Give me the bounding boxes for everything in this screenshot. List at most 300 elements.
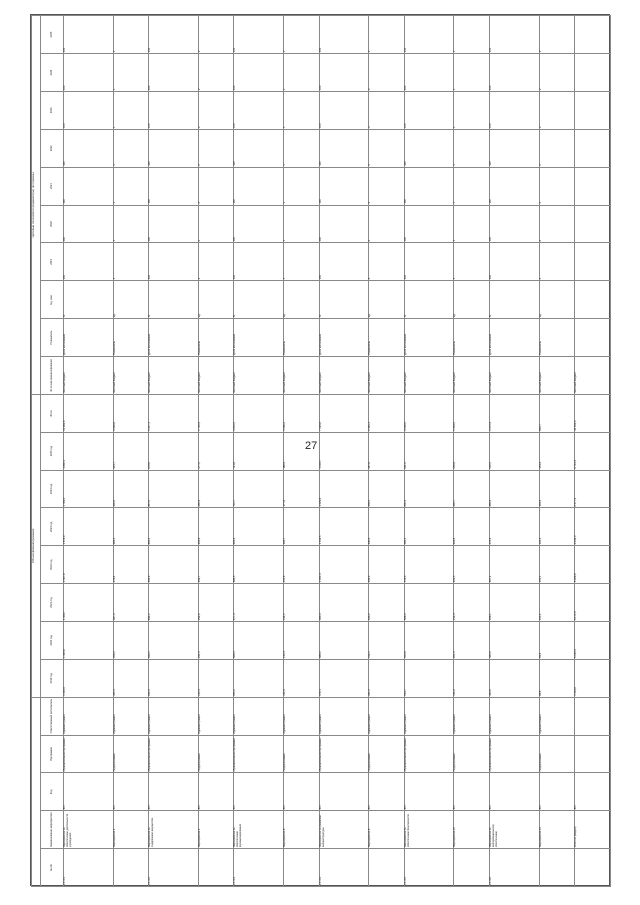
- indicator-cell: 2: [539, 205, 575, 243]
- row-unit: %: [404, 281, 454, 319]
- column-header: 2025 год: [41, 432, 64, 470]
- finance-cell: 1 001,4: [319, 546, 369, 584]
- column-header: 2021 год: [41, 584, 64, 622]
- finance-cell: 1 890,1: [64, 432, 114, 470]
- column-header: 2020: [41, 205, 64, 243]
- group-header-row: [32, 16, 41, 887]
- finance-cell: 856,4: [149, 508, 199, 546]
- table-row: [64, 16, 114, 887]
- finance-cell: 2 628,8: [113, 394, 149, 432]
- table-row: [404, 16, 454, 887]
- indicator-cell: 1: [454, 129, 490, 167]
- group-header-indicators: Целевые показатели (индикаторы) программы: [32, 16, 41, 395]
- row-executor: Администрация: [234, 697, 284, 735]
- indicator-cell: 100: [234, 205, 284, 243]
- row-program: Муниципальная программа: [64, 735, 114, 773]
- indicator-cell: 100: [404, 16, 454, 54]
- finance-cell: 710,7: [234, 470, 284, 508]
- finance-cell: 6 171,6: [575, 584, 611, 622]
- indicator-cell: 100: [149, 129, 199, 167]
- column-header: 2019: [41, 243, 64, 281]
- finance-cell: 812,0: [149, 659, 199, 697]
- indicator-cell: 1: [113, 91, 149, 129]
- row-name: Мероприятие по обеспечению деятельности учреждения: [64, 811, 114, 849]
- indicator-cell: 100: [149, 91, 199, 129]
- table-row: [149, 16, 199, 887]
- indicator-cell: 2: [539, 91, 575, 129]
- indicator-cell: 100: [490, 205, 540, 243]
- finance-cell: 666,3: [234, 621, 284, 659]
- finance-cell: 1 023,6: [319, 470, 369, 508]
- row-unit: ед.: [369, 281, 405, 319]
- table-row: [234, 16, 284, 887]
- indicator-cell: 1: [454, 243, 490, 281]
- finance-cell: 611,3: [404, 432, 454, 470]
- finance-cell: 677,4: [234, 584, 284, 622]
- row-source: Местный бюджет: [234, 356, 284, 394]
- row-unit: ед.: [539, 281, 575, 319]
- indicator-cell: 3: [369, 243, 405, 281]
- indicator-cell: 2: [539, 129, 575, 167]
- finance-cell: 823,1: [149, 621, 199, 659]
- indicator-cell: 100: [490, 16, 540, 54]
- indicator-cell: 2: [539, 54, 575, 92]
- indicator-cell: 100: [234, 129, 284, 167]
- finance-cell: 132,2: [539, 508, 575, 546]
- column-header: 2023: [41, 91, 64, 129]
- finance-cell: 555,8: [404, 621, 454, 659]
- finance-cell: 6 712,4: [575, 432, 611, 470]
- indicator-cell: 100: [234, 16, 284, 54]
- row-unit: [575, 281, 611, 319]
- row-name: Мероприятие по обеспечению функционирования: [234, 811, 284, 849]
- column-header: 2020 год: [41, 621, 64, 659]
- finance-cell: 467,2: [490, 546, 540, 584]
- column-header: Наименование мероприятия: [41, 811, 64, 849]
- indicator-cell: 1: [284, 54, 320, 92]
- group-header-blank: [32, 697, 41, 886]
- row-name: Мероприятие 2: [113, 811, 149, 849]
- indicator-cell: 3: [369, 54, 405, 92]
- indicator-cell: 100: [149, 16, 199, 54]
- indicator-cell: 100: [404, 205, 454, 243]
- finance-cell: 10 962,6: [64, 394, 114, 432]
- page-number: 27: [305, 440, 318, 452]
- table-row: [490, 16, 540, 887]
- row-code: 807: [64, 773, 114, 811]
- finance-cell: 478,3: [490, 508, 540, 546]
- indicator-cell: 100: [149, 54, 199, 92]
- finance-cell: 5 904,0: [575, 659, 611, 697]
- indicator-cell: 100: [64, 54, 114, 92]
- row-name: Мероприятие по развитию инфраструктуры: [319, 811, 369, 849]
- row-name: Мероприятие 8: [369, 811, 405, 849]
- row-executor: Администрация: [64, 697, 114, 735]
- indicator-cell: 1: [454, 167, 490, 205]
- finance-cell: 4 046,0: [404, 394, 454, 432]
- column-header: Ответственный исполнитель: [41, 697, 64, 735]
- row-unit: ед.: [454, 281, 490, 319]
- column-header: 2025: [41, 16, 64, 54]
- indicator-cell: 100: [64, 91, 114, 129]
- finance-cell: 166,7: [284, 508, 320, 546]
- column-header: 2021: [41, 167, 64, 205]
- finance-cell: 990,3: [319, 584, 369, 622]
- row-source: Местный бюджет: [284, 356, 320, 394]
- indicator-cell: 100: [404, 54, 454, 92]
- finance-cell: 1 705,9: [198, 394, 234, 432]
- finance-cell: 144,5: [284, 584, 320, 622]
- finance-cell: 489,4: [490, 470, 540, 508]
- row-program: Подпрограмма: [284, 735, 320, 773]
- row-unit: %: [234, 281, 284, 319]
- finance-cell: 389,5: [113, 508, 149, 546]
- column-header: 2023 год: [41, 508, 64, 546]
- indicator-cell: 100: [319, 129, 369, 167]
- finance-cell: 143,3: [539, 470, 575, 508]
- group-header-financing: Объем финансирования: [32, 394, 41, 697]
- indicator-cell: 1: [284, 243, 320, 281]
- table-row: [539, 16, 575, 887]
- row-unit: ед.: [113, 281, 149, 319]
- column-header: Программа: [41, 735, 64, 773]
- row-name: Мероприятие по содержанию имущества: [149, 811, 199, 849]
- finance-cell: 312,1: [369, 621, 405, 659]
- finance-cell: 6 306,8: [575, 546, 611, 584]
- indicator-cell: 100: [404, 91, 454, 129]
- finance-cell: 44 163,4: [575, 394, 611, 432]
- finance-cell: 849,7: [539, 394, 575, 432]
- row-program: Муниципальная программа: [404, 735, 454, 773]
- row-code: 807: [149, 773, 199, 811]
- indicator-cell: 100: [319, 205, 369, 243]
- row-unit: %: [64, 281, 114, 319]
- table-row: [319, 16, 369, 887]
- row-program: Муниципальная программа: [490, 735, 540, 773]
- row-program: Муниципальная программа: [234, 735, 284, 773]
- indicator-cell: 2: [539, 243, 575, 281]
- finance-cell: 234,6: [454, 508, 490, 546]
- row-program: Подпрограмма: [198, 735, 234, 773]
- row-code: 807: [490, 773, 540, 811]
- indicator-cell: 3: [369, 167, 405, 205]
- indicator-cell: 2: [198, 16, 234, 54]
- row-name: Мероприятие 10: [454, 811, 490, 849]
- indicator-cell: 100: [234, 54, 284, 92]
- finance-cell: 277,0: [198, 432, 234, 470]
- finance-cell: 323,2: [369, 584, 405, 622]
- finance-cell: 978,1: [319, 659, 369, 697]
- indicator-cell: [575, 167, 611, 205]
- indicator-cell: 3: [369, 205, 405, 243]
- row-name: Мероприятие 4: [198, 811, 234, 849]
- indicator-cell: 100: [64, 16, 114, 54]
- row-indicator: Показатель: [113, 319, 149, 357]
- indicator-cell: 100: [149, 167, 199, 205]
- finance-cell: 221,5: [198, 621, 234, 659]
- column-header: № п/п: [41, 849, 64, 887]
- finance-cell: 223,5: [454, 546, 490, 584]
- row-number: 1.1.4.2: [149, 849, 199, 887]
- finance-cell: 845,3: [149, 546, 199, 584]
- column-header: Ед. изм.: [41, 281, 64, 319]
- row-indicator: Доля исполнения: [490, 319, 540, 357]
- indicator-cell: 100: [319, 16, 369, 54]
- indicator-cell: 100: [490, 129, 540, 167]
- column-header: Итого: [41, 394, 64, 432]
- indicator-cell: 2: [198, 205, 234, 243]
- finance-cell: 1 678,9: [64, 508, 114, 546]
- finance-cell: 500,5: [490, 432, 540, 470]
- finance-cell: 566,9: [404, 584, 454, 622]
- row-source: Местный бюджет: [64, 356, 114, 394]
- finance-cell: 378,4: [113, 546, 149, 584]
- table-row: [369, 16, 405, 887]
- row-name: Итого по разделу: [575, 811, 611, 849]
- indicator-cell: 1: [113, 167, 149, 205]
- finance-cell: 133,4: [284, 621, 320, 659]
- indicator-cell: 100: [490, 91, 540, 129]
- finance-cell: 356,5: [369, 470, 405, 508]
- finance-cell: 155,6: [284, 546, 320, 584]
- indicator-cell: 1: [284, 129, 320, 167]
- row-indicator: Доля исполнения: [404, 319, 454, 357]
- indicator-cell: 100: [234, 243, 284, 281]
- finance-cell: 212,4: [454, 584, 490, 622]
- row-source: Местный бюджет: [149, 356, 199, 394]
- indicator-cell: 2: [198, 91, 234, 129]
- indicator-cell: 3: [369, 16, 405, 54]
- row-source: Местный бюджет: [539, 356, 575, 394]
- finance-cell: 834,2: [149, 584, 199, 622]
- finance-cell: 878,6: [149, 432, 199, 470]
- row-program: Подпрограмма: [113, 735, 149, 773]
- row-program: Муниципальная программа: [319, 735, 369, 773]
- finance-cell: 177,8: [284, 470, 320, 508]
- row-source: Местный бюджет: [198, 356, 234, 394]
- indicator-cell: 100: [64, 129, 114, 167]
- row-number: [539, 849, 575, 887]
- row-source: Местный бюджет: [404, 356, 454, 394]
- indicator-cell: [575, 205, 611, 243]
- row-indicator: Доля исполнения: [319, 319, 369, 357]
- row-code: 807: [404, 773, 454, 811]
- finance-cell: 4 819,5: [234, 394, 284, 432]
- indicator-cell: 1: [284, 91, 320, 129]
- finance-cell: 456,1: [490, 584, 540, 622]
- finance-cell: 6 577,2: [575, 470, 611, 508]
- row-executor: Администрация: [198, 697, 234, 735]
- table-row: [284, 16, 320, 887]
- row-indicator: Показатель: [454, 319, 490, 357]
- row-code: 807: [454, 773, 490, 811]
- row-code: 807: [234, 773, 284, 811]
- column-header: 2022 год: [41, 546, 64, 584]
- indicator-cell: [575, 91, 611, 129]
- indicator-cell: 1: [454, 16, 490, 54]
- row-executor: Администрация: [369, 697, 405, 735]
- indicator-cell: 2: [198, 167, 234, 205]
- finance-cell: 6 442,0: [575, 508, 611, 546]
- row-name: Мероприятие по информационному обеспечению: [490, 811, 540, 849]
- row-executor: Администрация: [404, 697, 454, 735]
- row-name: Мероприятие 6: [284, 811, 320, 849]
- finance-cell: 256,8: [454, 432, 490, 470]
- finance-cell: 5 917,1: [149, 394, 199, 432]
- row-program: [575, 735, 611, 773]
- finance-cell: 122,3: [284, 659, 320, 697]
- row-number: [284, 849, 320, 887]
- row-unit: %: [149, 281, 199, 319]
- finance-cell: 1 567,8: [64, 546, 114, 584]
- row-code: 807: [319, 773, 369, 811]
- table-row: [454, 16, 490, 887]
- row-code: 807: [575, 773, 611, 811]
- row-number: 1.1.4.1: [64, 849, 114, 887]
- row-code: 807: [539, 773, 575, 811]
- row-program: Подпрограмма: [369, 735, 405, 773]
- indicator-cell: 2: [198, 129, 234, 167]
- finance-cell: 721,8: [234, 432, 284, 470]
- indicator-cell: 100: [490, 243, 540, 281]
- finance-cell: 445,0: [490, 621, 540, 659]
- indicator-cell: 1: [113, 129, 149, 167]
- row-indicator: Доля исполнения: [64, 319, 114, 357]
- row-executor: Администрация: [319, 697, 369, 735]
- row-program: Подпрограмма: [454, 735, 490, 773]
- finance-cell: 356,2: [113, 621, 149, 659]
- row-executor: Администрация: [539, 697, 575, 735]
- indicator-cell: 100: [234, 91, 284, 129]
- indicator-cell: 1: [454, 91, 490, 129]
- indicator-cell: 100: [64, 167, 114, 205]
- row-number: [454, 849, 490, 887]
- row-source: Местный бюджет: [319, 356, 369, 394]
- program-table: [31, 15, 611, 887]
- row-number: 1.1.4.3: [234, 849, 284, 887]
- row-source: Местный бюджет: [454, 356, 490, 394]
- indicator-cell: 3: [369, 91, 405, 129]
- indicator-cell: [575, 129, 611, 167]
- finance-cell: 154,4: [539, 432, 575, 470]
- finance-cell: 367,3: [113, 584, 149, 622]
- finance-cell: 3 270,4: [490, 394, 540, 432]
- table-body: [64, 16, 611, 887]
- indicator-cell: [575, 16, 611, 54]
- row-number: 1.1.4.6: [490, 849, 540, 887]
- row-number: [198, 849, 234, 887]
- indicator-cell: 100: [319, 243, 369, 281]
- finance-cell: 699,6: [234, 508, 284, 546]
- column-header: 2024 год: [41, 470, 64, 508]
- row-source: Местный бюджет: [575, 356, 611, 394]
- finance-cell: 401,7: [113, 432, 149, 470]
- indicator-cell: 2: [539, 167, 575, 205]
- row-number: 1.1.4.5: [404, 849, 454, 887]
- row-unit: %: [319, 281, 369, 319]
- indicator-cell: 2: [198, 243, 234, 281]
- finance-cell: 390,6: [113, 470, 149, 508]
- finance-cell: 544,7: [404, 659, 454, 697]
- finance-cell: 1 456,7: [64, 584, 114, 622]
- finance-cell: 867,5: [149, 470, 199, 508]
- row-executor: Администрация: [113, 697, 149, 735]
- finance-cell: 301,0: [369, 659, 405, 697]
- indicator-cell: [575, 243, 611, 281]
- row-executor: [575, 697, 611, 735]
- indicator-cell: 1: [284, 205, 320, 243]
- finance-cell: 367,6: [369, 432, 405, 470]
- indicator-cell: [575, 54, 611, 92]
- row-source: Местный бюджет: [113, 356, 149, 394]
- table-row: [198, 16, 234, 887]
- column-header: 2019 год: [41, 659, 64, 697]
- finance-cell: 99,9: [539, 621, 575, 659]
- row-executor: Администрация: [284, 697, 320, 735]
- finance-cell: 345,1: [113, 659, 149, 697]
- finance-cell: 2 340,1: [369, 394, 405, 432]
- row-indicator: [575, 319, 611, 357]
- finance-cell: 1 345,6: [64, 621, 114, 659]
- column-header: Показатель: [41, 319, 64, 357]
- finance-cell: 265,9: [198, 470, 234, 508]
- row-executor: Администрация: [454, 697, 490, 735]
- finance-cell: 245,7: [454, 470, 490, 508]
- indicator-cell: 100: [404, 243, 454, 281]
- row-indicator: Показатель: [369, 319, 405, 357]
- finance-cell: 989,2: [319, 621, 369, 659]
- rotated-table-wrapper: [31, 15, 611, 887]
- finance-cell: 188,9: [284, 432, 320, 470]
- row-source: Местный бюджет: [490, 356, 540, 394]
- indicator-cell: 1: [454, 54, 490, 92]
- finance-cell: 345,4: [369, 508, 405, 546]
- row-executor: Администрация: [149, 697, 199, 735]
- finance-cell: 210,4: [198, 659, 234, 697]
- finance-cell: 201,3: [454, 621, 490, 659]
- row-indicator: Показатель: [539, 319, 575, 357]
- column-header: 2022: [41, 129, 64, 167]
- indicator-cell: 1: [113, 243, 149, 281]
- column-header: 2024: [41, 54, 64, 92]
- indicator-cell: 100: [319, 54, 369, 92]
- indicator-cell: 100: [404, 167, 454, 205]
- finance-cell: 7 029,8: [319, 394, 369, 432]
- indicator-cell: 100: [149, 205, 199, 243]
- indicator-cell: 1: [284, 167, 320, 205]
- row-unit: %: [490, 281, 540, 319]
- column-header: Код: [41, 773, 64, 811]
- row-indicator: Показатель: [198, 319, 234, 357]
- finance-cell: 1 789,0: [64, 470, 114, 508]
- indicator-cell: 100: [64, 243, 114, 281]
- finance-cell: 1 089,2: [284, 394, 320, 432]
- indicator-cell: 100: [490, 54, 540, 92]
- finance-cell: 88,8: [539, 659, 575, 697]
- column-header: Источник финансирования: [41, 356, 64, 394]
- finance-cell: 190,2: [454, 659, 490, 697]
- finance-cell: 1 234,5: [64, 659, 114, 697]
- finance-cell: 655,2: [234, 659, 284, 697]
- table-row: [113, 16, 149, 887]
- row-indicator: Доля исполнения: [149, 319, 199, 357]
- row-program: Подпрограмма: [539, 735, 575, 773]
- indicator-cell: 1: [454, 205, 490, 243]
- table-row: [575, 16, 611, 887]
- row-number: [575, 849, 611, 887]
- indicator-cell: 3: [369, 129, 405, 167]
- row-name: Мероприятие по обеспечению безопасности: [404, 811, 454, 849]
